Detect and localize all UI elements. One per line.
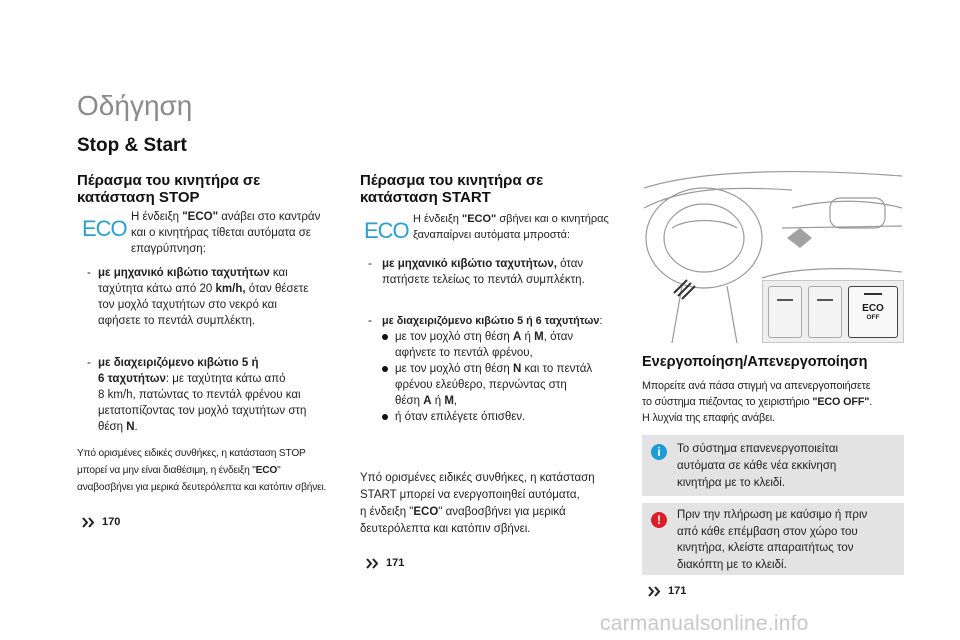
bullet-dot [382, 334, 388, 340]
col1-note: Υπό ορισμένες ειδικές συνθήκες, η κατάσταση STOP μπορεί να μην είναι διαθέσιμη, η ένδειξη "ECO" αναβοσβήνει για μερικά δευτερόλεπτα και κατόπιν σβήνει. [77, 448, 327, 493]
watermark: carmanualsonline.info [600, 612, 809, 635]
col1-item-manual: - με μηχανικό κιβώτιο ταχυτήτων και ταχύτητα κάτω από 20 km/h, όταν θέσετε τον μοχλό ταχυτήτων στο νεκρό και αφήσετε το πεντάλ συμπλέκτη. [87, 267, 309, 327]
dashboard-illustration [642, 168, 904, 343]
double-chevron-icon [82, 517, 95, 528]
console-button[interactable] [768, 286, 802, 338]
col2-intro: Η ένδειξη "ECO" σβήνει και ο κινητήρας ξαναπαίρνει αυτόματα μπροστά: [413, 213, 609, 241]
col2-item-automated: - με διαχειριζόμενο κιβώτιο 5 ή 6 ταχυτήτων: με τον μοχλό στη θέση A ή M, όταν αφήνετε το πεντάλ φρένου, με τον μοχλό στη θέση N και το πεντάλ φρένου ελεύθερο, περνώντας στη θέση A ή M, ή όταν επιλέγετε όπισθεν. [368, 315, 603, 423]
double-chevron-icon [648, 586, 661, 597]
console-button[interactable] [808, 286, 842, 338]
col1-item-automated: - με διαχειριζόμενο κιβώτιο 5 ή 6 ταχυτήτων: με ταχύτητα κάτω από 8 km/h, πατώντας το πεντάλ φρένου και μετατοπίζοντας τον μοχλό ταχυτήτων στη θέση N. [87, 357, 307, 433]
section-title: Stop & Start [77, 135, 187, 156]
bullet-dot [382, 414, 388, 420]
col3-paragraph: Μπορείτε ανά πάσα στιγμή να απενεργοποιήσετε το σύστημα πιέζοντας το χειριστήριο "ECO OFF". Η λυχνία της επαφής ανάβει. [642, 380, 873, 424]
col2-heading: Πέρασμα του κινητήρα σε κατάσταση START [360, 172, 544, 206]
double-chevron-icon [366, 558, 379, 569]
info-box: i Το σύστημα επανενεργοποιείται αυτόματα σε κάθε νέα εκκίνηση κινητήρα με το κλειδί. [642, 435, 904, 496]
page-ref-170[interactable]: 170 [82, 516, 120, 528]
eco-indicator-icon: ECO [364, 218, 409, 243]
col1-heading: Πέρασμα του κινητήρα σε κατάσταση STOP [77, 172, 261, 206]
eco-off-button[interactable]: ECO OFF [848, 286, 898, 338]
info-icon: i [651, 444, 667, 460]
warning-box: ! Πριν την πλήρωση με καύσιμο ή πριν από κάθε επέμβαση στον χώρο του κινητήρα, κλείστε απαραιτήτως τον διακόπτη με το κλειδί. [642, 503, 904, 575]
col2-item-manual: - με μηχανικό κιβώτιο ταχυτήτων, όταν πατήσετε τελείως το πεντάλ συμπλέκτη. [368, 258, 585, 286]
page-title: Οδήγηση [77, 90, 193, 121]
col2-note: Υπό ορισμένες ειδικές συνθήκες, η κατάσταση START μπορεί να ενεργοποιηθεί αυτόματα, η ένδειξη "ECO" αναβοσβήνει για μερικά δευτερόλεπτα και κατόπιν σβήνει. [360, 472, 595, 535]
col3-heading: Ενεργοποίηση/Απενεργοποίηση [642, 354, 868, 370]
eco-indicator-icon: ECO [82, 216, 127, 241]
bullet-dot [382, 366, 388, 372]
page-ref-171-col3[interactable]: 171 [648, 585, 686, 597]
warning-icon: ! [651, 512, 667, 528]
col1-intro: Η ένδειξη "ECO" ανάβει στο καντράν και ο κινητήρας τίθεται αυτόματα σε επαγρύπνηση: [131, 211, 321, 255]
page-ref-171[interactable]: 171 [366, 557, 404, 569]
